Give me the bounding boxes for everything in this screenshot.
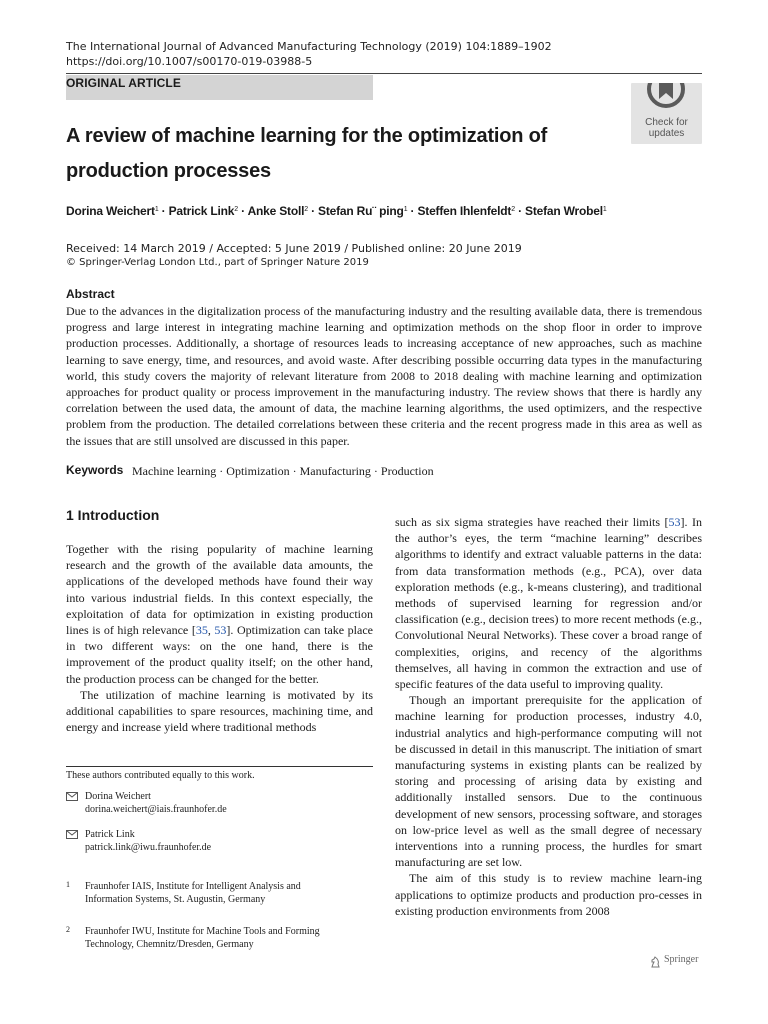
citation-link[interactable]: 35 <box>195 623 208 638</box>
paragraph <box>395 514 702 692</box>
contact-entry <box>66 790 373 820</box>
author-name[interactable]: Steffen Ihlenfeldt <box>417 204 512 218</box>
citation-link[interactable]: 53 <box>214 623 227 638</box>
citation-link[interactable]: 53 <box>668 515 681 529</box>
paragraph <box>66 541 373 687</box>
contact-name: Dorina Weichert <box>85 791 151 802</box>
author-separator: · <box>237 204 248 218</box>
keywords-list: Machine learning · Optimization · Manufacturing · Production <box>132 464 434 478</box>
paragraph: The aim of this study is to review machine learn-ing applications to optimize products and production pro-cesses in existing production environments from 2008 <box>395 871 702 918</box>
header-rule <box>66 73 702 74</box>
author-name[interactable]: Stefan Ru¨ ping <box>318 204 404 218</box>
abstract-body: Due to the advances in the digitalization process of the manufacturing industry and the resulting available data, there is tremendous progress and large interest in integrating machine learning and optimization methods on the shop floor in order to improve production processes. Additionally, a shortage of resources leads to increasing acceptance of new approaches, such as machine learning to save energy, time, and resources, and avoid waste. After describing possible occurring data types in the manufacturing world, this study covers the majority of relevant literature from 2008 to 2018 dealing with machine learning and optimization approaches for product quality or process improvement in the manufacturing industry. The review shows that there is hardly any correlation between the used data, the amount of data, the machine learning algorithms, the used optimizers, and the respective problem from the production. The detailed correlations between these criteria and the recent progress made in this area as well as the issues that are still unsolved are discussed in this paper. <box>66 304 702 448</box>
author-name[interactable]: Stefan Wrobel <box>525 204 603 218</box>
author-separator: · <box>307 204 319 218</box>
contact-email[interactable]: dorina.weichert@iais.fraunhofer.de <box>85 804 227 815</box>
publication-dates: Received: 14 March 2019 / Accepted: 5 June 2019 / Published online: 20 June 2019 <box>66 242 522 255</box>
body-column-right <box>395 514 702 919</box>
paragraph-text: Together with the rising popularity of machine learning research and the growth of the available data amounts, the applications of the developed methods have found their way into various industrial fields. In this context especially, the exploitation of data for optimization in existing production lines is of high relevance [ <box>66 542 373 638</box>
affiliation-text: Fraunhofer IWU, Institute for Machine Tools and Forming Technology, Chemnitz/Dresden, Germany <box>85 926 320 950</box>
author-separator: · <box>158 204 169 218</box>
check-for-updates-badge[interactable] <box>631 83 702 144</box>
affiliation-marker: 1 <box>403 206 408 213</box>
paragraph-text: ]. Optimization can take place in two different ways: on the one hand, there is the improvement of the product quality itself; on the other hand, the production process can be changed for the better. <box>66 623 373 686</box>
author-separator: · <box>407 204 418 218</box>
body-column-left <box>66 541 373 735</box>
copyright-notice: © Springer-Verlag London Ltd., part of Springer Nature 2019 <box>66 257 369 268</box>
affiliation-marker: 2 <box>511 206 515 213</box>
check-for-updates-label: Check for updates <box>645 117 688 139</box>
bookmark-icon <box>647 83 685 113</box>
footnote-rule <box>66 766 373 767</box>
paragraph-text: ]. In the author’s eyes, the term “machine learning” describes algorithms to identify and extract valuable patterns in the data: from data transformation methods (e.g., PCA), over data exploration methods (e.g., k-means clustering), and traditional methods of supervised learning for regression and/or classification (e.g., decision trees) to more recent methods (e.g., Convolutional Neural Networks). These cover a broad range of complexities, origins, and recency of the algorithms themselves, all having in common the extraction and use of specific features of the data useful to improving quality. <box>395 515 702 692</box>
author-name[interactable]: Anke Stoll <box>247 204 305 218</box>
doi-link[interactable]: https://doi.org/10.1007/s00170-019-03988-5 <box>66 55 313 68</box>
chess-knight-icon <box>650 956 661 968</box>
affiliation-marker: 1 <box>602 206 607 213</box>
author-name[interactable]: Dorina Weichert <box>66 204 155 218</box>
affiliation-marker: 1 <box>154 206 159 213</box>
paragraph-text: , <box>207 623 215 638</box>
section-heading-introduction: 1 Introduction <box>66 507 160 523</box>
affiliation-text: Fraunhofer IAIS, Institute for Intelligent Analysis and Information Systems, St. Augustin, Germany <box>85 881 301 905</box>
contact-email[interactable]: patrick.link@iwu.fraunhofer.de <box>85 842 212 853</box>
journal-citation: The International Journal of Advanced Manufacturing Technology (2019) 104:1889–1902 <box>66 40 552 53</box>
affiliation-number: 2 <box>66 925 70 934</box>
affiliation-entry <box>66 880 373 922</box>
paragraph: The utilization of machine learning is motivated by its additional capabilities to spare resources, machining time, and energy and increase yield where traditional methods <box>66 687 373 735</box>
contact-name: Patrick Link <box>85 829 135 840</box>
article-type-label: ORIGINAL ARTICLE <box>66 76 181 90</box>
envelope-icon <box>66 792 78 801</box>
author-name[interactable]: Patrick Link <box>168 204 235 218</box>
envelope-icon <box>66 830 78 839</box>
affiliation-marker: 2 <box>234 206 238 213</box>
author-separator: · <box>514 204 526 218</box>
paragraph: Though an important prerequisite for the application of machine learning for production processes, industry 4.0, industrial analytics and high-performance computing will not be discussed in detail in this manuscript. The initiation of smart manufacturing systems in existing plants can be realized by storing and processing of arising data by existing and additionally installed sensors. Due to the continuous development of new sensors, processing software, and storages on low-price level as well as the small degree of necessary interventions into a running process, the hurdles for smart manufacturing are set low. <box>395 693 702 870</box>
author-list <box>66 204 607 218</box>
abstract-heading: Abstract <box>66 287 115 301</box>
affiliation-number: 1 <box>66 880 70 889</box>
affiliation-marker: 2 <box>304 206 308 213</box>
publisher-name: Springer <box>664 954 699 965</box>
publisher-logo <box>650 954 710 970</box>
paper-title: A review of machine learning for the optimization of production processes <box>66 125 548 182</box>
contact-entry <box>66 828 373 858</box>
paragraph-text: such as six sigma strategies have reached their limits [ <box>395 515 669 529</box>
keywords-heading: Keywords <box>66 463 124 477</box>
equal-contribution-note: These authors contributed equally to this work. <box>66 770 255 781</box>
affiliation-entry <box>66 925 373 953</box>
